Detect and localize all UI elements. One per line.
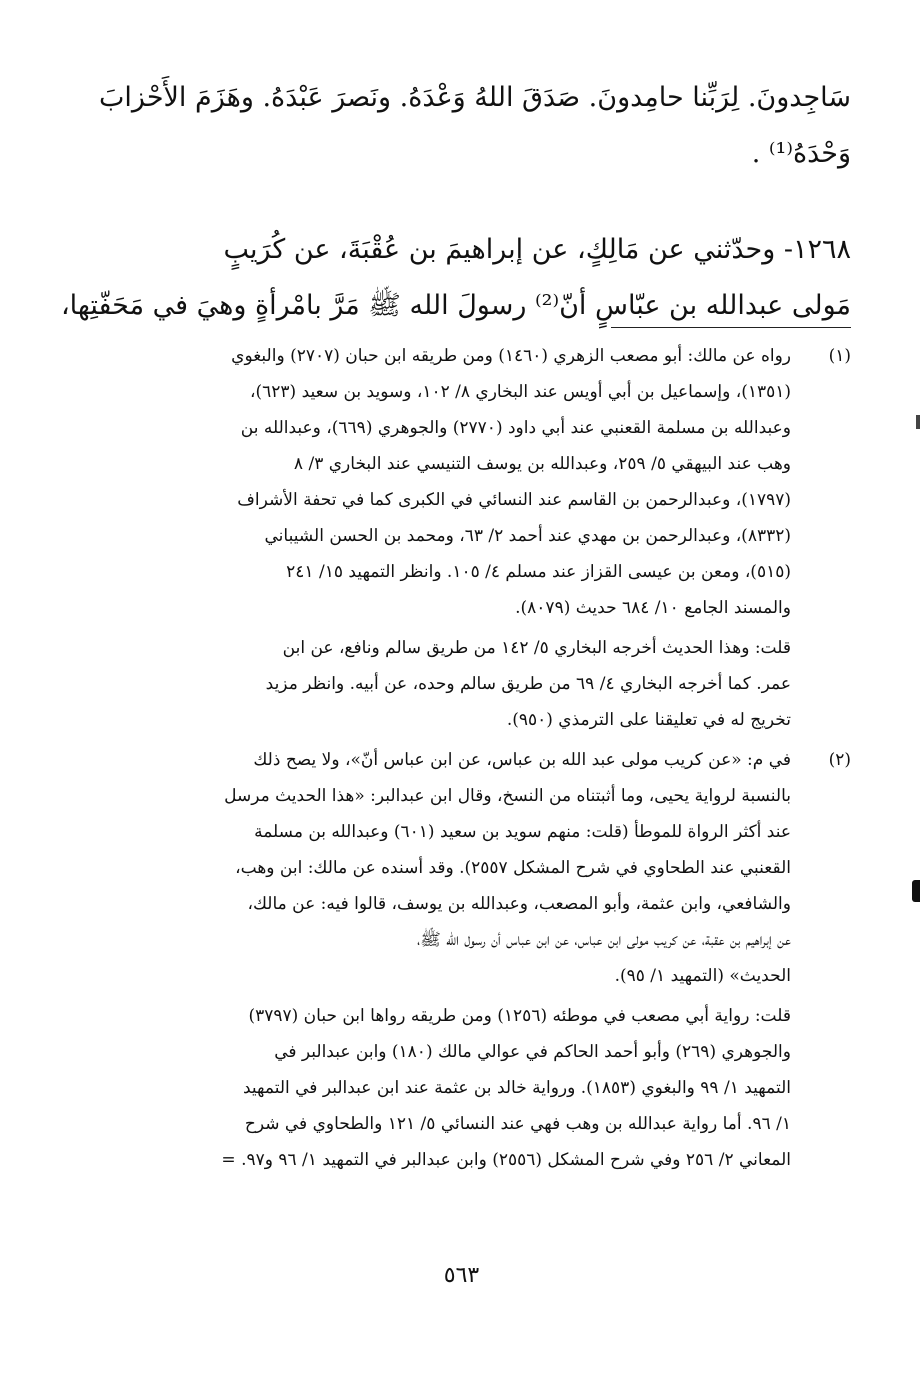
main-text-opening [99, 70, 851, 182]
footnote-line: والجوهري (٢٦٩) وأبو أحمد الحاكم في عوالي مالك (١٨٠) وابن عبدالبر في [274, 1042, 791, 1062]
footnote-line: المعاني ٢/ ٢٥٦ وفي شرح المشكل (٢٥٥٦) وابن عبدالبر في التمهيد ١/ ٩٦ و٩٧. = [221, 1150, 791, 1170]
footnote-line: في م: «عن كريب مولى عبد الله بن عباس، عن ابن عباس أنّ»، ولا يصح ذلك [253, 750, 791, 770]
footnote-line: والمسند الجامع ١٠/ ٦٨٤ حديث (٨٠٧٩). [515, 598, 791, 618]
footnote-line: بالنسبة لرواية يحيى، وما أثبتناه من النسخ، وقال ابن عبدالبر: «هذا الحديث مرسل [224, 786, 791, 806]
footnote-line: قلت: وهذا الحديث أخرجه البخاري ٥/ ١٤٢ من طريق سالم ونافع، عن ابن [282, 638, 791, 658]
footnote-line: ١/ ٩٦. أما رواية عبدالله بن وهب فهي عند النسائي ٥/ ١٢١ والطحاوي في شرح [244, 1114, 791, 1134]
footnote-line: والشافعي، وابن عثمة، وأبو المصعب، وعبدالله بن يوسف، قالوا فيه: عن مالك، [247, 894, 791, 914]
footnotes [76, 338, 851, 1178]
footnote-line: الحديث» (التمهيد ١/ ٩٥). [614, 966, 791, 986]
main-text-line: وَحْدَهُ⁽¹⁾ . [751, 138, 851, 169]
footnote-number: (١) [828, 346, 851, 366]
scan-mark [912, 880, 920, 902]
footnote-line: عند أكثر الرواة للموطأ (قلت: منهم سويد بن سعيد (٦٠١) وعبدالله بن مسلمة [254, 822, 791, 842]
footnote-line: وهب عند البيهقي ٥/ ٢٥٩، وعبدالله بن يوسف التنيسي عند البخاري ٣/ ٨ [293, 454, 791, 474]
hadith-line: ١٢٦٨- وحدّثني عن مَالِكٍ، عن إبراهيمَ بن عُقْبَةَ، عن كُرَيبٍ [223, 234, 851, 265]
hadith-line: مَولى عبدالله بن عبّاسٍ أنّ⁽²⁾ رسولَ الله ﷺ مَرَّ بامْرأةٍ وهيَ في مَحَفّتِها، [60, 290, 851, 321]
footnote-line: (٨٣٣٢)، وعبدالرحمن بن مهدي عند أحمد ٢/ ٦٣، ومحمد بن الحسن الشيباني [264, 526, 791, 546]
main-text-line: سَاجِدونَ. لِرَبِّنا حامِدونَ. صَدَقَ اللهُ وَعْدَهُ. ونَصرَ عَبْدَهُ. وهَزَمَ الأَحْزابَ [99, 82, 851, 113]
scan-mark [916, 415, 920, 429]
footnote-paragraph [76, 338, 791, 626]
hadith-1268 [60, 222, 851, 334]
footnote-line: عمر. كما أخرجه البخاري ٤/ ٦٩ من طريق سالم وحده، عن أبيه. وانظر مزيد [265, 674, 791, 694]
footnote-paragraph [76, 998, 791, 1178]
footnote-1 [76, 338, 851, 738]
footnote-line: وعبدالله بن مسلمة القعنبي عند أبي داود (٢٧٧٠) والجوهري (٦٦٩)، وعبدالله بن [240, 418, 791, 438]
footnote-paragraph [76, 742, 791, 994]
footnote-line: عن إبراهيم بن عقبة، عن كريب مولى ابن عباس، عن ابن عباس أن رسول الله ﷺ، [416, 930, 791, 950]
footnote-line: قلت: رواية أبي مصعب في موطئه (١٢٥٦) ومن طريقه رواها ابن حبان (٣٧٩٧) [248, 1006, 791, 1026]
footnote-line: القعنبي عند الطحاوي في شرح المشكل ٢٥٥٧). وقد أسنده عن مالك: ابن وهب، [235, 858, 791, 878]
footnote-paragraph [76, 630, 791, 738]
footnote-line: التمهيد ١/ ٩٩ والبغوي (١٨٥٣). ورواية خالد بن عثمة عند ابن عبدالبر في التمهيد [242, 1078, 791, 1098]
footnote-line: (١٣٥١)، وإسماعيل بن أبي أويس عند البخاري ٨/ ١٠٢، وسويد بن سعيد (٦٢٣)، [250, 382, 791, 402]
footnote-separator [611, 327, 851, 328]
page-number: ٥٦٣ [443, 1263, 480, 1288]
footnote-line: رواه عن مالك: أبو مصعب الزهري (١٤٦٠) ومن طريقه ابن حبان (٢٧٠٧) والبغوي [231, 346, 791, 366]
footnote-line: (٥١٥)، ومعن بن عيسى القزاز عند مسلم ٤/ ١٠٥. وانظر التمهيد ١٥/ ٢٤١ [286, 562, 791, 582]
footnote-line: تخريج له في تعليقنا على الترمذي (٩٥٠). [506, 710, 791, 730]
footnote-line: (١٧٩٧)، وعبدالرحمن بن القاسم عند النسائي في الكبرى كما في تحفة الأشراف [237, 490, 791, 510]
footnote-number: (٢) [828, 750, 851, 770]
footnote-2 [76, 742, 851, 1178]
